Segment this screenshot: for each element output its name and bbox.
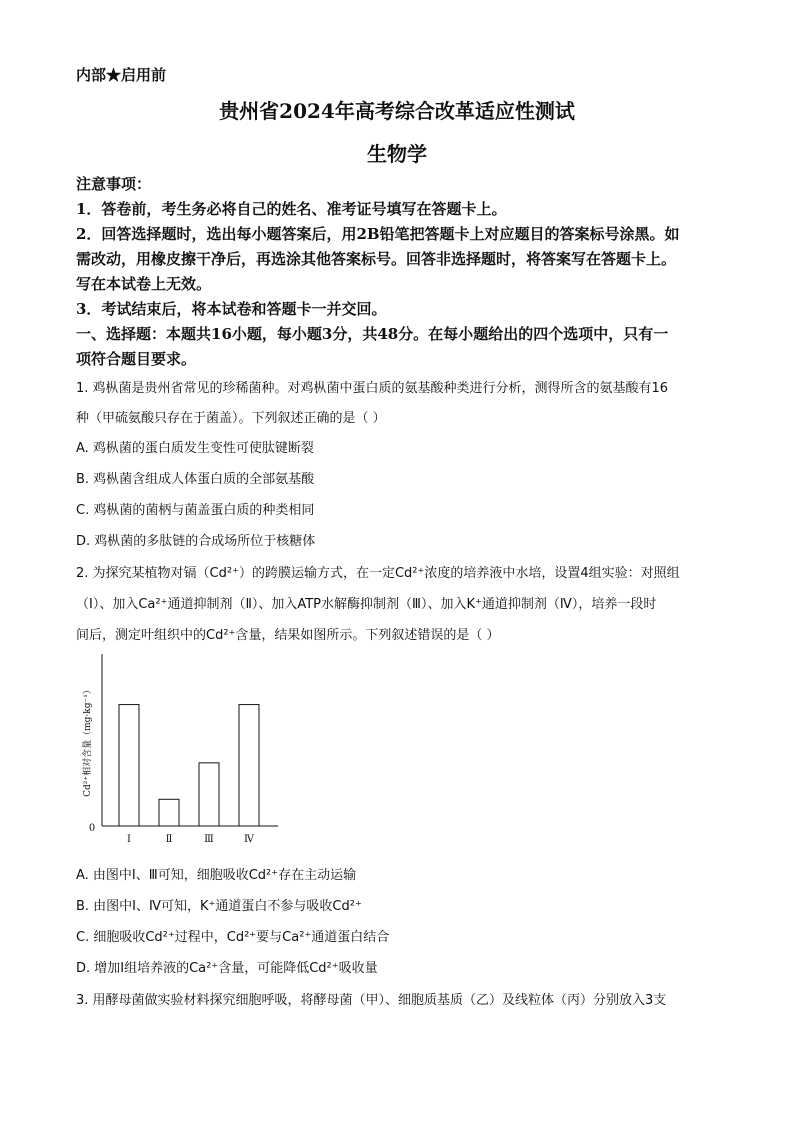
cd-content-bar-chart [70, 648, 290, 848]
q2-option-b: B. 由图中Ⅰ、Ⅳ可知，K⁺通道蛋白不参与吸收Cd²⁺ [76, 899, 362, 914]
confidential-label: 内部★启用前 [76, 66, 167, 84]
y-axis-label: Cd²⁺相对含量（mg·kg⁻¹） [83, 685, 93, 797]
q2-option-a: A. 由图中Ⅰ、Ⅲ可知，细胞吸收Cd²⁺存在主动运输 [76, 868, 357, 883]
q2-stem-line-3: 间后，测定叶组织中的Cd²⁺含量，结果如图所示。下列叙述错误的是（ ） [76, 628, 500, 643]
q1-stem-line-2: 种（甲硫氨酸只存在于菌盖）。下列叙述正确的是（ ） [76, 411, 386, 426]
notice-line-2: 2．回答选择题时，选出每小题答案后，用2B铅笔把答题卡上对应题目的答案标号涂黑。如 [76, 225, 680, 243]
q2-option-c: C. 细胞吸收Cd²⁺过程中，Cd²⁺要与Ca²⁺通道蛋白结合 [76, 930, 390, 945]
section-heading-line-2: 项符合题目要求。 [76, 350, 197, 368]
q1-option-d: D. 鸡枞菌的多肽链的合成场所位于核糖体 [76, 534, 316, 549]
q1-stem-line-1: 1. 鸡枞菌是贵州省常见的珍稀菌种。对鸡枞菌中蛋白质的氨基酸种类进行分析，测得所含的氨基酸有16 [76, 381, 669, 396]
notice-heading: 注意事项： [76, 175, 152, 193]
bar-2 [159, 799, 179, 826]
notice-line-4: 写在本试卷上无效。 [76, 275, 212, 293]
bar-3 [199, 763, 219, 826]
section-heading-line-1: 一、选择题：本题共16小题，每小题3分，共48分。在每小题给出的四个选项中，只有一 [76, 325, 669, 343]
q1-option-b: B. 鸡枞菌含组成人体蛋白质的全部氨基酸 [76, 472, 315, 487]
bar-4 [239, 705, 259, 826]
notice-line-1: 1．答卷前，考生务必将自己的姓名、准考证号填写在答题卡上。 [76, 200, 507, 218]
x-tick-label-2: Ⅱ [165, 834, 173, 845]
q2-stem-line-2: （Ⅰ）、加入Ca²⁺通道抑制剂（Ⅱ）、加入ATP水解酶抑制剂（Ⅲ）、加入K⁺通道抑制剂（Ⅳ），培养一段时 [76, 597, 657, 612]
x-tick-label-4: Ⅳ [244, 834, 254, 845]
notice-line-3: 需改动，用橡皮擦干净后，再选涂其他答案标号。回答非选择题时，将答案写在答题卡上。 [76, 250, 677, 268]
q1-option-a: A. 鸡枞菌的蛋白质发生变性可使肽键断裂 [76, 441, 314, 456]
notice-line-5: 3．考试结束后，将本试卷和答题卡一并交回。 [76, 300, 387, 318]
exam-title: 贵州省2024年高考综合改革适应性测试 [219, 99, 575, 123]
q2-stem-line-1: 2. 为探究某植物对镉（Cd²⁺）的跨膜运输方式，在一定Cd²⁺浓度的培养液中水培，设置4组实验：对照组 [76, 566, 680, 581]
q3-stem-line-1: 3. 用酵母菌做实验材料探究细胞呼吸，将酵母菌（甲）、细胞质基质（乙）及线粒体（丙）分别放入3支 [76, 993, 667, 1008]
x-tick-label-3: Ⅲ [204, 834, 214, 845]
origin-label: 0 [88, 823, 96, 834]
x-tick-label-1: Ⅰ [127, 834, 131, 845]
q2-option-d: D. 增加Ⅰ组培养液的Ca²⁺含量，可能降低Cd²⁺吸收量 [76, 961, 378, 976]
subject-title: 生物学 [367, 142, 427, 166]
q1-option-c: C. 鸡枞菌的菌柄与菌盖蛋白质的种类相同 [76, 503, 315, 518]
bar-1 [119, 705, 139, 826]
